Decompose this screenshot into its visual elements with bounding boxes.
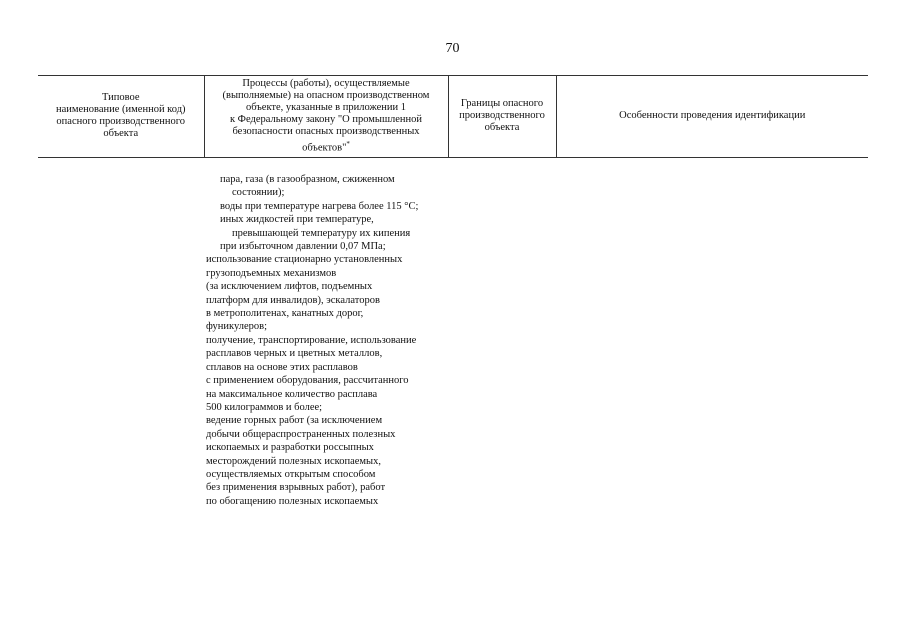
text-line: состоянии); bbox=[232, 187, 285, 199]
text-line: (за исключением лифтов, подъемных bbox=[206, 281, 373, 293]
identification-table-header bbox=[38, 75, 868, 158]
text-line: использование стационарно установленных bbox=[206, 254, 403, 266]
text-line: расплавов черных и цветных металлов, bbox=[206, 348, 383, 360]
text-line: платформ для инвалидов), эскалаторов bbox=[206, 294, 380, 306]
text-line: добычи общераспространенных полезных bbox=[206, 428, 396, 440]
header-boundaries: Границы опасного производственного объекта bbox=[448, 76, 556, 158]
text-line: с применением оборудования, рассчитанного bbox=[206, 375, 409, 387]
text-line: воды при температуре нагрева более 115 °С; bbox=[220, 200, 419, 212]
text-line: фуникулеров; bbox=[206, 321, 268, 333]
text-line: осуществляемых открытым способом bbox=[206, 468, 376, 480]
header-identification-features: Особенности проведения идентификации bbox=[556, 76, 868, 158]
header-object-name: Типовое наименование (именной код) опасного производственного объекта bbox=[38, 76, 204, 158]
text-line: 500 килограммов и более; bbox=[206, 401, 323, 413]
text-line: пара, газа (в газообразном, сжиженном bbox=[220, 174, 395, 185]
page-number: 70 bbox=[445, 41, 460, 56]
header-processes: Процессы (работы), осуществляемые (выполняемые) на опасном производственном объекте, указанные в приложении 1 к Федеральному закону "О промышленной безопасности опасных производственных объектов"* bbox=[204, 76, 448, 158]
processes-text bbox=[206, 173, 456, 508]
text-line: в метрополитенах, канатных дорог, bbox=[206, 308, 364, 320]
text-line: иных жидкостей при температуре, bbox=[220, 214, 374, 226]
footnote-mark: * bbox=[346, 140, 350, 148]
text-line: месторождений полезных ископаемых, bbox=[206, 455, 381, 467]
text-line: по обогащению полезных ископаемых bbox=[206, 495, 379, 507]
text-line: ведение горных работ (за исключением bbox=[206, 415, 383, 427]
text-line: превышающей температуру их кипения bbox=[232, 227, 411, 239]
text-line: грузоподъемных механизмов bbox=[206, 267, 337, 279]
table-header-row bbox=[38, 76, 868, 158]
text-line: без применения взрывных работ), работ bbox=[206, 482, 386, 494]
text-line: при избыточном давлении 0,07 МПа; bbox=[220, 241, 386, 253]
text-line: сплавов на основе этих расплавов bbox=[206, 361, 358, 373]
text-line: получение, транспортирование, использование bbox=[206, 334, 417, 346]
text-line: ископаемых и разработки россыпных bbox=[206, 442, 374, 454]
text-line: на максимальное количество расплава bbox=[206, 388, 378, 400]
